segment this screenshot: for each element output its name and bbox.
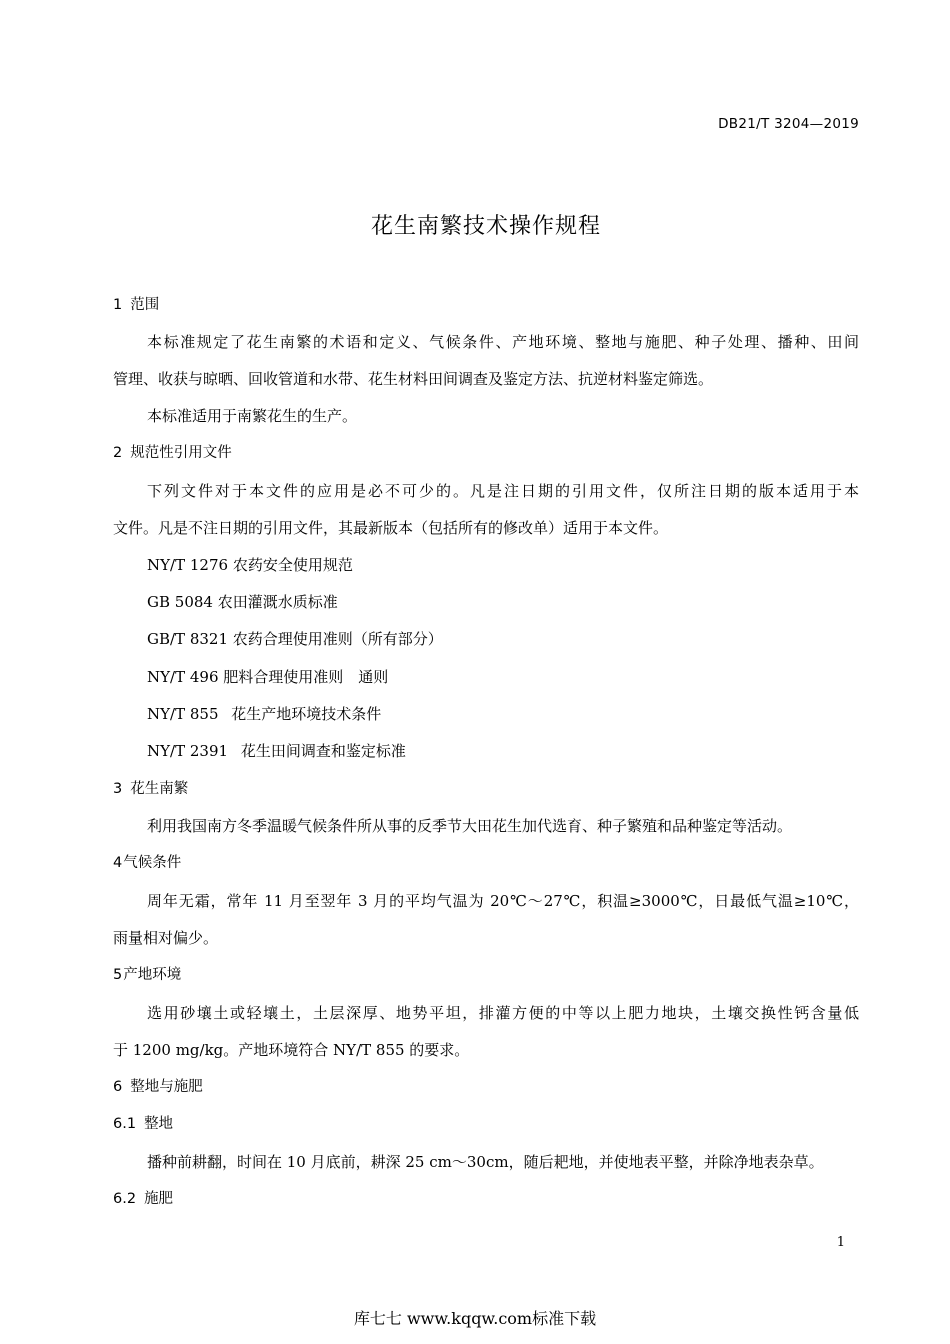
- reference-item: [147, 741, 406, 761]
- reference-code: NY/T 496: [147, 668, 219, 686]
- reference-item: [147, 592, 338, 612]
- reference-name: 农药安全使用规范: [232, 556, 353, 574]
- section-title: 整地: [144, 1116, 174, 1132]
- section-5-paragraph-line: 于 1200 mg/kg。产地环境符合 NY/T 855 的要求。: [113, 1041, 470, 1059]
- section-number: 4: [113, 855, 123, 871]
- section-5-heading: [113, 965, 181, 985]
- section-title: 施肥: [144, 1191, 174, 1207]
- section-4-heading: [113, 853, 181, 873]
- section-number: 3: [113, 781, 123, 797]
- section-title: 气候条件: [123, 855, 182, 871]
- document-code: DB21/T 3204—2019: [718, 116, 859, 132]
- reference-name: 花生产地环境技术条件: [231, 705, 382, 723]
- page-number: 1: [836, 1235, 845, 1250]
- section-title: 规范性引用文件: [130, 445, 232, 461]
- section-6-1-heading: [113, 1114, 173, 1134]
- reference-name: 花生田间调查和鉴定标准: [240, 742, 406, 760]
- section-2-paragraph-line: 文件。凡是不注日期的引用文件，其最新版本（包括所有的修改单）适用于本文件。: [113, 519, 669, 537]
- section-title: 花生南繁: [130, 781, 189, 797]
- section-number: 6: [113, 1079, 123, 1095]
- section-6-2-heading: [113, 1189, 173, 1209]
- section-1-paragraph-line: 管理、收获与晾晒、回收管道和水带、花生材料田间调查及鉴定方法、抗逆材料鉴定筛选。: [113, 370, 714, 388]
- reference-name: 肥料合理使用准则 通则: [223, 668, 389, 686]
- section-4-paragraph-line: 周年无霜，常年 11 月至翌年 3 月的平均气温为 20℃～27℃，积温≥3000℃，日最低气温≥10℃，: [147, 892, 859, 910]
- section-title: 整地与施肥: [130, 1079, 203, 1095]
- section-1-paragraph: 本标准适用于南繁花生的生产。: [147, 407, 358, 425]
- reference-item: [147, 704, 381, 724]
- section-3-heading: [113, 779, 188, 799]
- section-1-paragraph-line: 本标准规定了花生南繁的术语和定义、气候条件、产地环境、整地与施肥、种子处理、播种、田间: [147, 333, 859, 351]
- section-title: 范围: [130, 297, 160, 313]
- reference-code: NY/T 1276: [147, 556, 229, 574]
- section-title: 产地环境: [123, 967, 182, 983]
- reference-name: 农药合理使用准则（所有部分）: [232, 630, 443, 648]
- reference-code: GB 5084: [147, 593, 213, 611]
- section-number: 6.1: [113, 1116, 137, 1132]
- section-2-paragraph-line: 下列文件对于本文件的应用是必不可少的。凡是注日期的引用文件，仅所注日期的版本适用于本: [147, 482, 859, 500]
- reference-item: [147, 667, 388, 687]
- section-5-paragraph-line: 选用砂壤土或轻壤土，土层深厚、地势平坦，排灌方便的中等以上肥力地块，土壤交换性钙含量低: [147, 1004, 859, 1022]
- reference-code: NY/T 855: [147, 705, 219, 723]
- reference-code: GB/T 8321: [147, 630, 229, 648]
- section-4-paragraph-line: 雨量相对偏少。: [113, 929, 219, 947]
- document-title: 花生南繁技术操作规程: [370, 214, 601, 239]
- reference-item: [147, 629, 443, 649]
- reference-item: [147, 555, 353, 575]
- reference-name: 农田灌溉水质标准: [217, 593, 338, 611]
- footer-watermark: 库七七 www.kqqw.com标准下载: [353, 1309, 597, 1328]
- section-3-paragraph: 利用我国南方冬季温暖气候条件所从事的反季节大田花生加代选育、种子繁殖和品种鉴定等活动。: [147, 817, 793, 835]
- section-number: 2: [113, 445, 123, 461]
- section-number: 1: [113, 297, 123, 313]
- section-6-heading: [113, 1077, 203, 1097]
- section-2-heading: [113, 443, 232, 463]
- section-6-1-paragraph: 播种前耕翻，时间在 10 月底前，耕深 25 cm～30cm，随后耙地，并使地表平整，并除净地表杂草。: [147, 1153, 824, 1171]
- section-number: 5: [113, 967, 123, 983]
- section-number: 6.2: [113, 1191, 137, 1207]
- reference-code: NY/T 2391: [147, 742, 229, 760]
- section-1-heading: [113, 295, 159, 315]
